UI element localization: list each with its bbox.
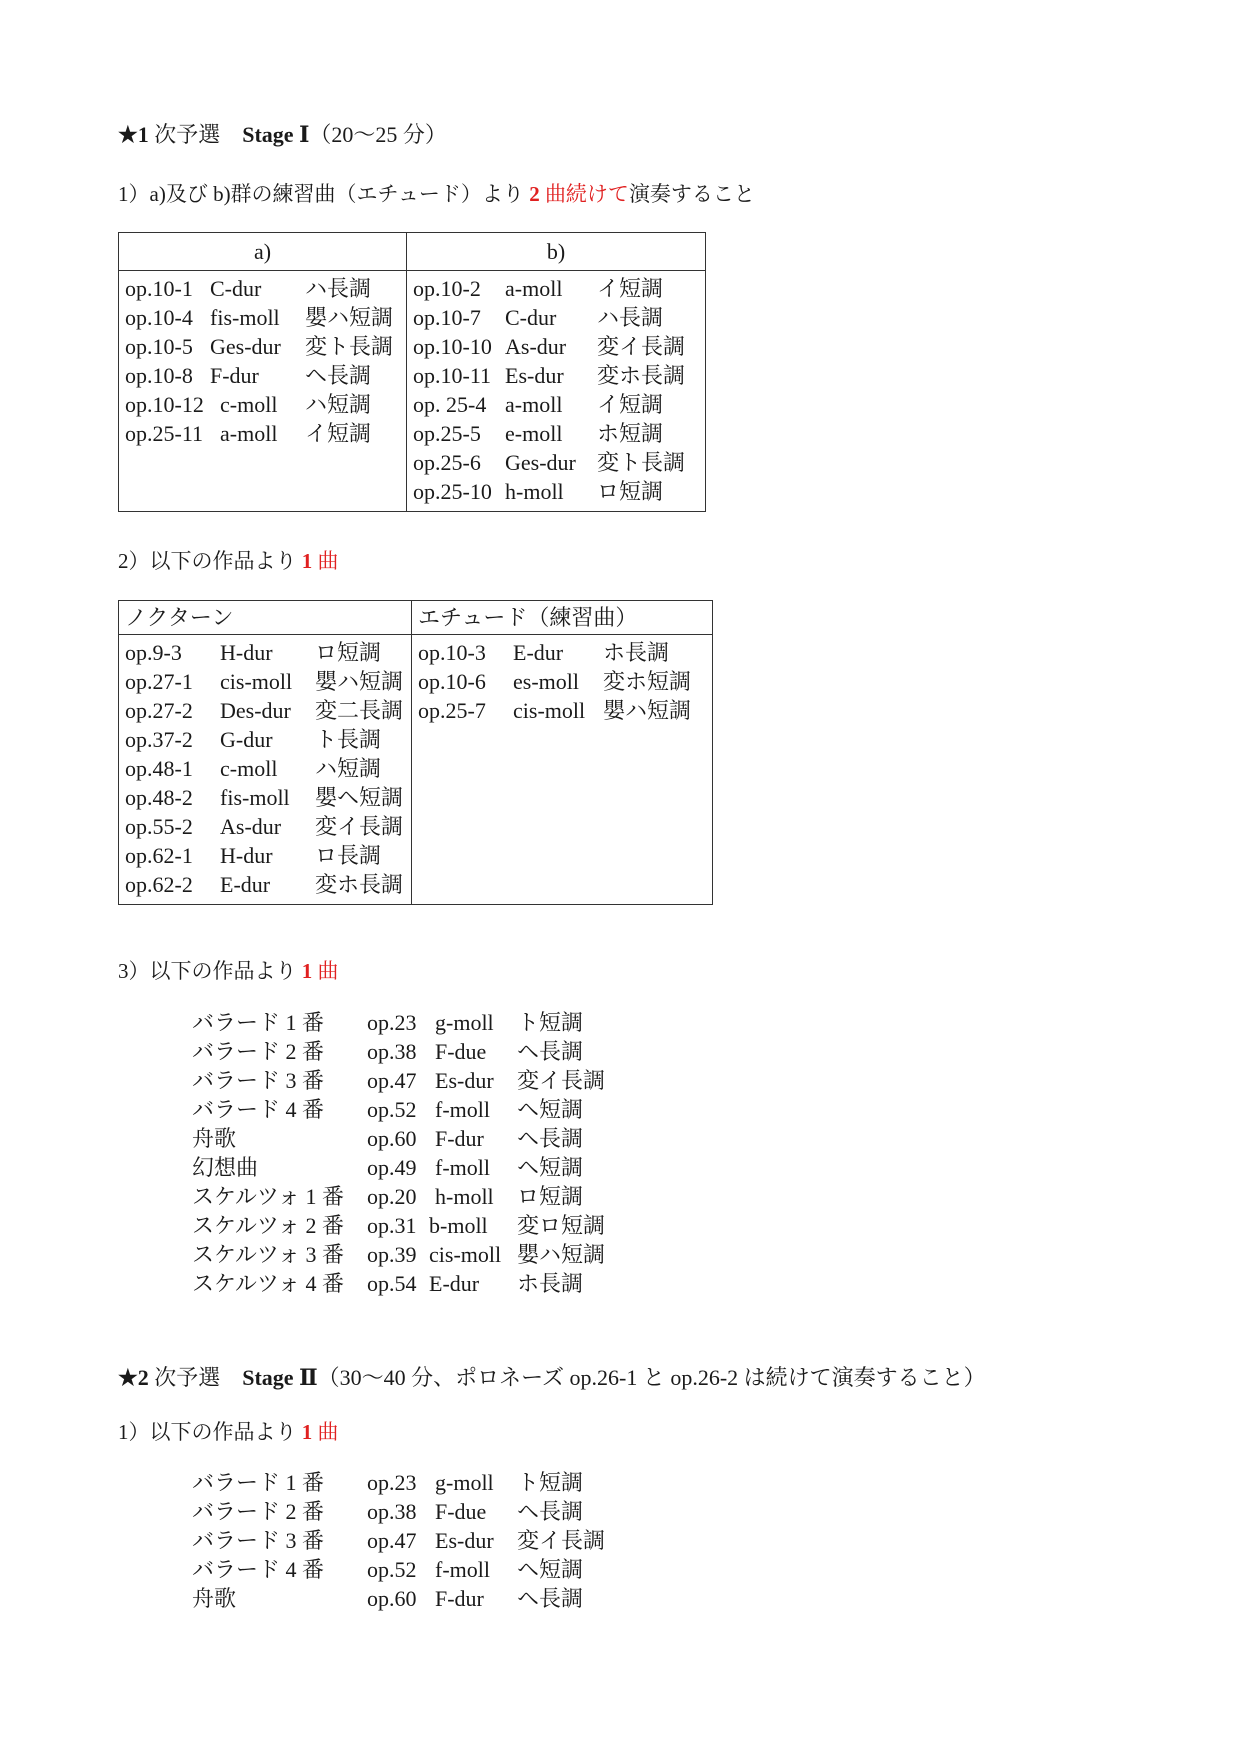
cell-text: op.52	[367, 1097, 417, 1122]
table1-col-a	[119, 271, 407, 512]
cell-text: op.10-6	[418, 669, 486, 694]
cell-text: op.10-8	[125, 363, 193, 388]
cell-text: op.38	[367, 1039, 417, 1064]
table-row	[413, 477, 699, 506]
list-item	[192, 1269, 605, 1298]
table-row	[125, 783, 405, 812]
cell-text: op.62-1	[125, 843, 193, 868]
table1-header-a: a)	[119, 233, 407, 271]
s2q1-count: 1	[301, 1420, 313, 1444]
table-row	[413, 332, 699, 361]
cell-text: op.10-3	[418, 640, 486, 665]
cell-text: ロ短調	[517, 1184, 584, 1209]
cell-text: 変ホ短調	[603, 669, 692, 694]
cell-text: 変イ長調	[315, 814, 404, 839]
cell-text: バラード 1 番	[192, 1470, 325, 1495]
table-row	[125, 274, 400, 303]
stage2-heading	[118, 1361, 986, 1392]
list-item	[192, 1497, 605, 1526]
cell-text: ヘ短調	[517, 1155, 584, 1180]
stage1-heading-stage: Stage Ⅰ	[242, 122, 310, 147]
cell-text: 嬰ハ短調	[517, 1242, 606, 1267]
cell-text: 嬰ハ短調	[603, 698, 692, 723]
table-row	[125, 390, 400, 419]
cell-text: ヘ長調	[517, 1499, 584, 1524]
table-row	[413, 390, 699, 419]
cell-text: op.20	[367, 1184, 417, 1209]
cell-text: op.23	[367, 1010, 417, 1035]
cell-text: 変ホ長調	[315, 872, 404, 897]
cell-text: As-dur	[505, 334, 567, 359]
cell-text: 変ト長調	[597, 450, 686, 475]
stage1-heading-jp: 次予選	[148, 122, 243, 147]
cell-text: 舟歌	[192, 1126, 237, 1151]
stage1-question-3	[118, 955, 339, 985]
cell-text: cis-moll	[429, 1242, 502, 1267]
cell-text: op.38	[367, 1499, 417, 1524]
table-row	[125, 361, 400, 390]
cell-text: op.49	[367, 1155, 417, 1180]
cell-text: E-dur	[513, 640, 564, 665]
cell-text: op.10-10	[413, 334, 492, 359]
list-item	[192, 1095, 605, 1124]
cell-text: op.37-2	[125, 727, 193, 752]
cell-text: 変ホ長調	[597, 363, 686, 388]
cell-text: イ短調	[597, 392, 664, 417]
cell-text: バラード 2 番	[192, 1499, 325, 1524]
cell-text: ハ短調	[315, 756, 382, 781]
cell-text: op.27-1	[125, 669, 193, 694]
cell-text: 変イ長調	[597, 334, 686, 359]
cell-text: ヘ長調	[517, 1126, 584, 1151]
cell-text: F-dur	[435, 1126, 484, 1151]
cell-text: op.25-11	[125, 421, 204, 446]
list-item	[192, 1584, 605, 1613]
cell-text: ロ長調	[315, 843, 382, 868]
cell-text: op.10-7	[413, 305, 481, 330]
stage1-heading-prefix: ★1	[118, 122, 149, 147]
cell-text: C-dur	[505, 305, 557, 330]
table-row	[125, 303, 400, 332]
table-row	[125, 419, 400, 448]
cell-text: op.47	[367, 1068, 417, 1093]
q1-text: 1）a)及び b)群の練習曲（エチュード）より	[118, 182, 530, 206]
cell-text: op.10-4	[125, 305, 193, 330]
cell-text: ト長調	[315, 727, 382, 752]
cell-text: ロ短調	[315, 640, 382, 665]
cell-text: c-moll	[220, 392, 278, 417]
table-row	[125, 696, 405, 725]
cell-text: Ges-dur	[505, 450, 576, 475]
table-row	[413, 419, 699, 448]
cell-text: F-dur	[435, 1586, 484, 1611]
cell-text: op.25-7	[418, 698, 486, 723]
table-row	[413, 448, 699, 477]
cell-text: ホ短調	[597, 421, 664, 446]
table-row	[125, 870, 405, 899]
table-row	[125, 725, 405, 754]
cell-text: op.10-12	[125, 392, 204, 417]
list-item	[192, 1037, 605, 1066]
cell-text: op.25-10	[413, 479, 492, 504]
list-item	[192, 1555, 605, 1584]
cell-text: op.48-2	[125, 785, 193, 810]
table1-header-b: b)	[407, 233, 706, 271]
cell-text: op.23	[367, 1470, 417, 1495]
cell-text: es-moll	[513, 669, 579, 694]
q3-red-text: 曲	[312, 959, 339, 983]
table-row	[125, 667, 405, 696]
table-row	[125, 812, 405, 841]
cell-text: a-moll	[505, 392, 563, 417]
cell-text: バラード 1 番	[192, 1010, 325, 1035]
cell-text: ヘ長調	[305, 363, 372, 388]
cell-text: スケルツォ 2 番	[192, 1213, 345, 1238]
cell-text: バラード 3 番	[192, 1068, 325, 1093]
cell-text: 変ト長調	[305, 334, 394, 359]
cell-text: 変二長調	[315, 698, 404, 723]
stage1-heading-suffix: （20～25 分）	[309, 122, 447, 147]
q1-text-end: 演奏すること	[628, 182, 755, 206]
table-row	[125, 332, 400, 361]
list-item	[192, 1153, 605, 1182]
cell-text: 舟歌	[192, 1586, 237, 1611]
table-row	[418, 696, 706, 725]
cell-text: ホ長調	[517, 1271, 584, 1296]
cell-text: e-moll	[505, 421, 563, 446]
cell-text: 嬰ヘ短調	[315, 785, 404, 810]
cell-text: バラード 3 番	[192, 1528, 325, 1553]
cell-text: E-dur	[429, 1271, 480, 1296]
cell-text: op.39	[367, 1242, 417, 1267]
table-row	[125, 638, 405, 667]
s2q1-red-text: 曲	[312, 1420, 339, 1444]
cell-text: f-moll	[435, 1155, 490, 1180]
cell-text: 嬰ハ短調	[315, 669, 404, 694]
cell-text: バラード 4 番	[192, 1557, 325, 1582]
stage2-heading-jp: 次予選	[148, 1365, 243, 1390]
cell-text: ホ長調	[603, 640, 670, 665]
cell-text: op.52	[367, 1557, 417, 1582]
nocturne-etude-table	[118, 600, 713, 905]
s2q1-text: 1）以下の作品より	[118, 1420, 302, 1444]
table-row	[418, 638, 706, 667]
table-row	[418, 667, 706, 696]
cell-text: op.10-2	[413, 276, 481, 301]
cell-text: F-due	[435, 1499, 487, 1524]
cell-text: fis-moll	[210, 305, 280, 330]
cell-text: op.60	[367, 1586, 417, 1611]
cell-text: b-moll	[429, 1213, 488, 1238]
cell-text: スケルツォ 4 番	[192, 1271, 345, 1296]
q2-red-text: 曲	[312, 549, 339, 573]
cell-text: Ges-dur	[210, 334, 281, 359]
cell-text: ヘ長調	[517, 1039, 584, 1064]
cell-text: op.48-1	[125, 756, 193, 781]
cell-text: スケルツォ 3 番	[192, 1242, 345, 1267]
list-item	[192, 1240, 605, 1269]
cell-text: H-dur	[220, 640, 273, 665]
q1-count: 2	[529, 182, 540, 206]
cell-text: スケルツォ 1 番	[192, 1184, 345, 1209]
cell-text: ロ短調	[597, 479, 664, 504]
cell-text: a-moll	[220, 421, 278, 446]
table2-header-etude: エチュード（練習曲）	[412, 601, 713, 635]
stage1-question-1	[118, 178, 755, 208]
cell-text: h-moll	[505, 479, 564, 504]
cell-text: 嬰ハ短調	[305, 305, 394, 330]
table-row	[125, 841, 405, 870]
stage2-question-1	[118, 1416, 339, 1446]
cell-text: イ短調	[305, 421, 372, 446]
cell-text: 幻想曲	[192, 1155, 259, 1180]
table-row	[125, 754, 405, 783]
q3-count: 1	[301, 959, 313, 983]
cell-text: fis-moll	[220, 785, 290, 810]
list-item	[192, 1468, 605, 1497]
cell-text: op.25-5	[413, 421, 481, 446]
cell-text: ト短調	[517, 1470, 584, 1495]
cell-text: f-moll	[435, 1097, 490, 1122]
cell-text: ハ長調	[597, 305, 664, 330]
table2-col-etude	[412, 635, 713, 905]
cell-text: cis-moll	[220, 669, 293, 694]
cell-text: a-moll	[505, 276, 563, 301]
stage2-heading-stage: Stage Ⅱ	[242, 1365, 318, 1390]
cell-text: op. 25-4	[413, 392, 487, 417]
cell-text: ヘ長調	[517, 1586, 584, 1611]
cell-text: op.31	[367, 1213, 417, 1238]
cell-text: op.47	[367, 1528, 417, 1553]
cell-text: Des-dur	[220, 698, 291, 723]
table2-col-nocturne	[119, 635, 412, 905]
table-row	[413, 361, 699, 390]
q1-red-text: 曲続けて	[539, 182, 629, 206]
cell-text: ヘ短調	[517, 1557, 584, 1582]
cell-text: op.25-6	[413, 450, 481, 475]
cell-text: ヘ短調	[517, 1097, 584, 1122]
table1-col-b	[407, 271, 706, 512]
table2-header-nocturne: ノクターン	[119, 601, 412, 635]
table-row	[413, 303, 699, 332]
cell-text: バラード 4 番	[192, 1097, 325, 1122]
cell-text: op.55-2	[125, 814, 193, 839]
cell-text: H-dur	[220, 843, 273, 868]
stage1-heading	[118, 118, 447, 149]
cell-text: イ短調	[597, 276, 664, 301]
list-item	[192, 1066, 605, 1095]
stage2-works-list	[192, 1468, 605, 1613]
cell-text: 変イ長調	[517, 1528, 606, 1553]
cell-text: ハ短調	[305, 392, 372, 417]
cell-text: Es-dur	[435, 1068, 494, 1093]
cell-text: G-dur	[220, 727, 273, 752]
etude-table-ab	[118, 232, 706, 512]
q2-text: 2）以下の作品より	[118, 549, 302, 573]
q2-count: 1	[301, 549, 313, 573]
list-item	[192, 1008, 605, 1037]
cell-text: バラード 2 番	[192, 1039, 325, 1064]
cell-text: op.10-5	[125, 334, 193, 359]
cell-text: g-moll	[435, 1010, 494, 1035]
cell-text: E-dur	[220, 872, 271, 897]
cell-text: ハ長調	[305, 276, 372, 301]
stage1-question-2	[118, 545, 339, 575]
cell-text: Es-dur	[435, 1528, 494, 1553]
list-item	[192, 1124, 605, 1153]
cell-text: F-dur	[210, 363, 259, 388]
cell-text: F-due	[435, 1039, 487, 1064]
list-item	[192, 1526, 605, 1555]
q3-text: 3）以下の作品より	[118, 959, 302, 983]
cell-text: 変ロ短調	[517, 1213, 606, 1238]
cell-text: op.60	[367, 1126, 417, 1151]
cell-text: op.10-1	[125, 276, 193, 301]
cell-text: op.62-2	[125, 872, 193, 897]
cell-text: op.54	[367, 1271, 417, 1296]
stage2-heading-suffix: （30～40 分、ポロネーズ op.26-1 と op.26-2 は続けて演奏すること）	[317, 1365, 986, 1390]
cell-text: cis-moll	[513, 698, 586, 723]
cell-text: 変イ長調	[517, 1068, 606, 1093]
list-item	[192, 1211, 605, 1240]
table-row	[413, 274, 699, 303]
stage1-works-list	[192, 1008, 605, 1298]
cell-text: c-moll	[220, 756, 278, 781]
cell-text: g-moll	[435, 1470, 494, 1495]
cell-text: Es-dur	[505, 363, 564, 388]
cell-text: op.27-2	[125, 698, 193, 723]
cell-text: C-dur	[210, 276, 262, 301]
cell-text: h-moll	[435, 1184, 494, 1209]
cell-text: op.10-11	[413, 363, 492, 388]
cell-text: op.9-3	[125, 640, 182, 665]
stage2-heading-prefix: ★2	[118, 1365, 149, 1390]
cell-text: f-moll	[435, 1557, 490, 1582]
list-item	[192, 1182, 605, 1211]
cell-text: ト短調	[517, 1010, 584, 1035]
cell-text: As-dur	[220, 814, 282, 839]
